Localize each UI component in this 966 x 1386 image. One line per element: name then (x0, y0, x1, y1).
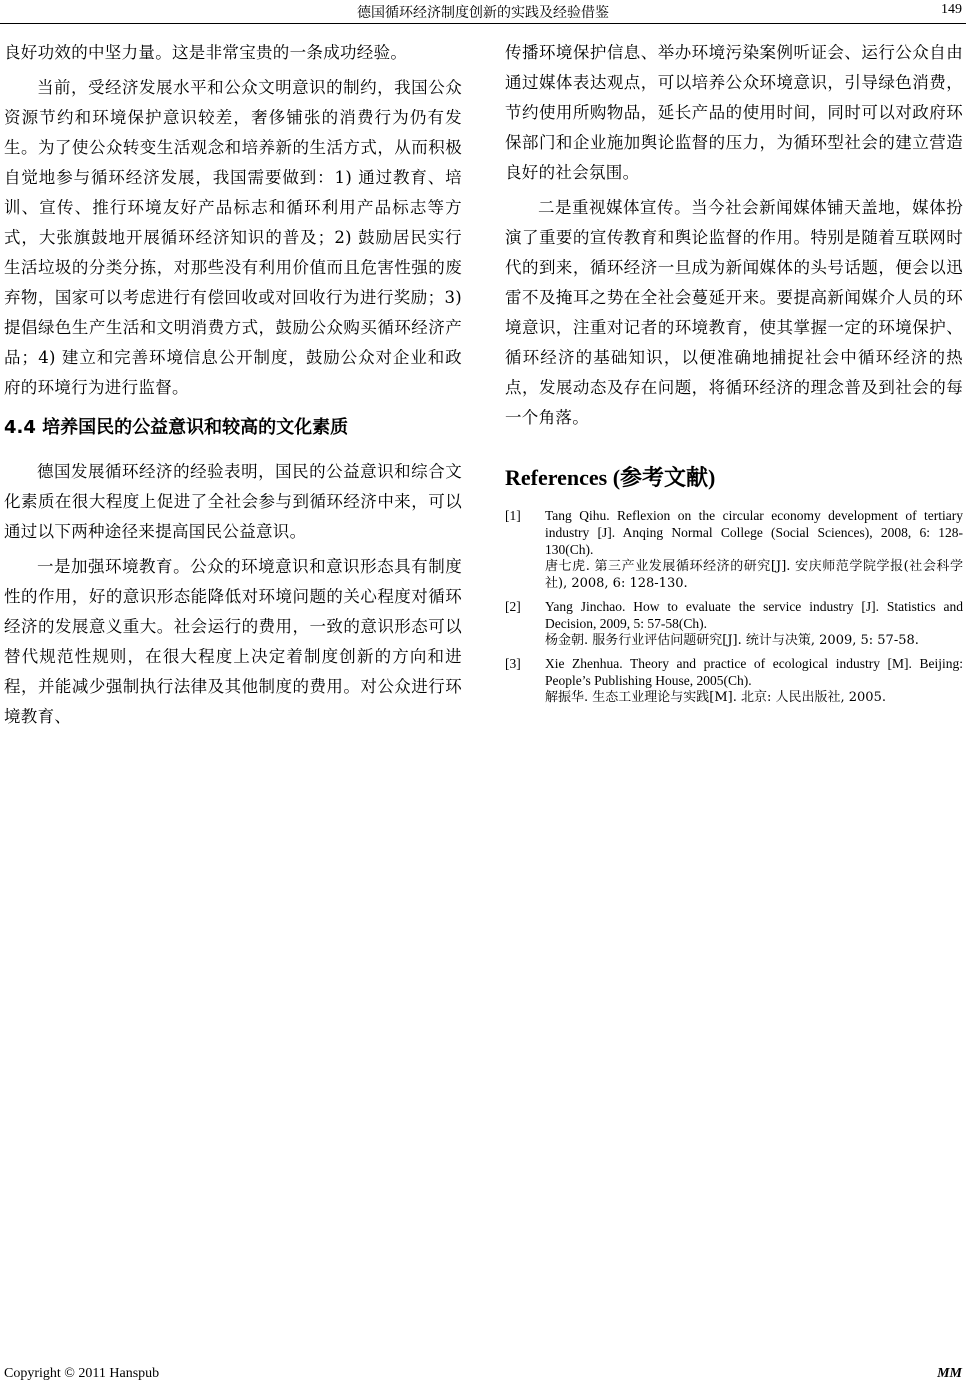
left-column (4, 38, 462, 737)
journal-abbreviation: MM (937, 1366, 962, 1381)
right-column (505, 38, 963, 712)
section-heading: 4.4 培养国民的公益意识和较高的文化素质 (4, 417, 349, 438)
reference-number: [1] (505, 508, 521, 523)
references-heading: References (参考文献) (505, 465, 716, 490)
reference-english: Yang Jinchao. How to evaluate the service industry [J]. Statistics and Decision, 2009, 5: 57-58(Ch). (545, 599, 963, 631)
paragraph: 良好功效的中坚力量。这是非常宝贵的一条成功经验。 (4, 43, 408, 62)
header-rule (0, 23, 966, 24)
page-footer (0, 1362, 966, 1386)
reference-list (505, 507, 963, 706)
reference-item (505, 655, 963, 706)
reference-chinese: 杨金朝. 服务行业评估问题研究[J]. 统计与决策, 2009, 5: 57-58. (545, 633, 919, 648)
reference-item (505, 507, 963, 592)
page-number: 149 (941, 2, 962, 17)
copyright-notice: Copyright © 2011 Hanspub (4, 1366, 160, 1381)
reference-chinese: 唐七虎. 第三产业发展循环经济的研究[J]. 安庆师范学院学报(社会科学社), 2008, 6: 128-130. (545, 559, 963, 591)
paragraph: 传播环境保护信息、举办环境污染案例听证会、运行公众自由通过媒体表达观点，可以培养公众环境意识，引导绿色消费，节约使用所购物品，延长产品的使用时间，同时可以对政府环保部门和企业施加舆论监督的压力，为循环型社会的建立营造良好的社会氛围。 (505, 43, 963, 182)
reference-english: Xie Zhenhua. Theory and practice of ecological industry [M]. Beijing: People’s Publishing House, 2005(Ch). (545, 656, 963, 688)
running-title: 德国循环经济制度创新的实践及经验借鉴 (357, 5, 609, 21)
paragraph: 德国发展循环经济的经验表明，国民的公益意识和综合文化素质在很大程度上促进了全社会参与到循环经济中来，可以通过以下两种途径来提高国民公益意识。 (4, 462, 462, 541)
reference-english: Tang Qihu. Reflexion on the circular economy development of tertiary industry [J]. Anqing Normal College (Social Sciences), 2008, 6: 128-130(Ch). (545, 508, 963, 557)
reference-chinese: 解振华. 生态工业理论与实践[M]. 北京: 人民出版社, 2005. (545, 690, 886, 705)
paragraph: 二是重视媒体宣传。当今社会新闻媒体铺天盖地，媒体扮演了重要的宣传教育和舆论监督的作用。特别是随着互联网时代的到来，循环经济一旦成为新闻媒体的头号话题，便会以迅雷不及掩耳之势在全社会蔓延开来。要提高新闻媒介人员的环境意识，注重对记者的环境教育，使其掌握一定的环境保护、循环经济的基础知识，以便准确地捕捉社会中循环经济的热点，发展动态及存在问题，将循环经济的理念普及到社会的每一个角落。 (505, 198, 963, 427)
reference-number: [2] (505, 599, 521, 614)
page-header (0, 0, 966, 22)
reference-number: [3] (505, 656, 521, 671)
paragraph: 当前，受经济发展水平和公众文明意识的制约，我国公众资源节约和环境保护意识较差，奢侈铺张的消费行为仍有发生。为了使公众转变生活观念和培养新的生活方式，从而积极自觉地参与循环经济发展，我国需要做到：1) 通过教育、培训、宣传、推行环境友好产品标志和循环利用产品标志等方式，大张旗鼓地开展循环经济知识的普及；2) 鼓励居民实行生活垃圾的分类分拣，对那些没有利用价值而且危害性强的废弃物，国家可以考虑进行有偿回收或对回收行为进行奖励；3) 提倡绿色生产生活和文明消费方式，鼓励公众购买循环经济产品；4) 建立和完善环境信息公开制度，鼓励公众对企业和政府的环境行为进行监督。 (4, 78, 462, 397)
paragraph: 一是加强环境教育。公众的环境意识和意识形态具有制度性的作用，好的意识形态能降低对环境问题的关心程度对循环经济的发展意义重大。社会运行的费用，一致的意识形态可以替代规范性规则，在很大程度上决定着制度创新的方向和进程，并能减少强制执行法律及其他制度的费用。对公众进行环境教育、 (4, 557, 462, 726)
reference-item (505, 598, 963, 649)
